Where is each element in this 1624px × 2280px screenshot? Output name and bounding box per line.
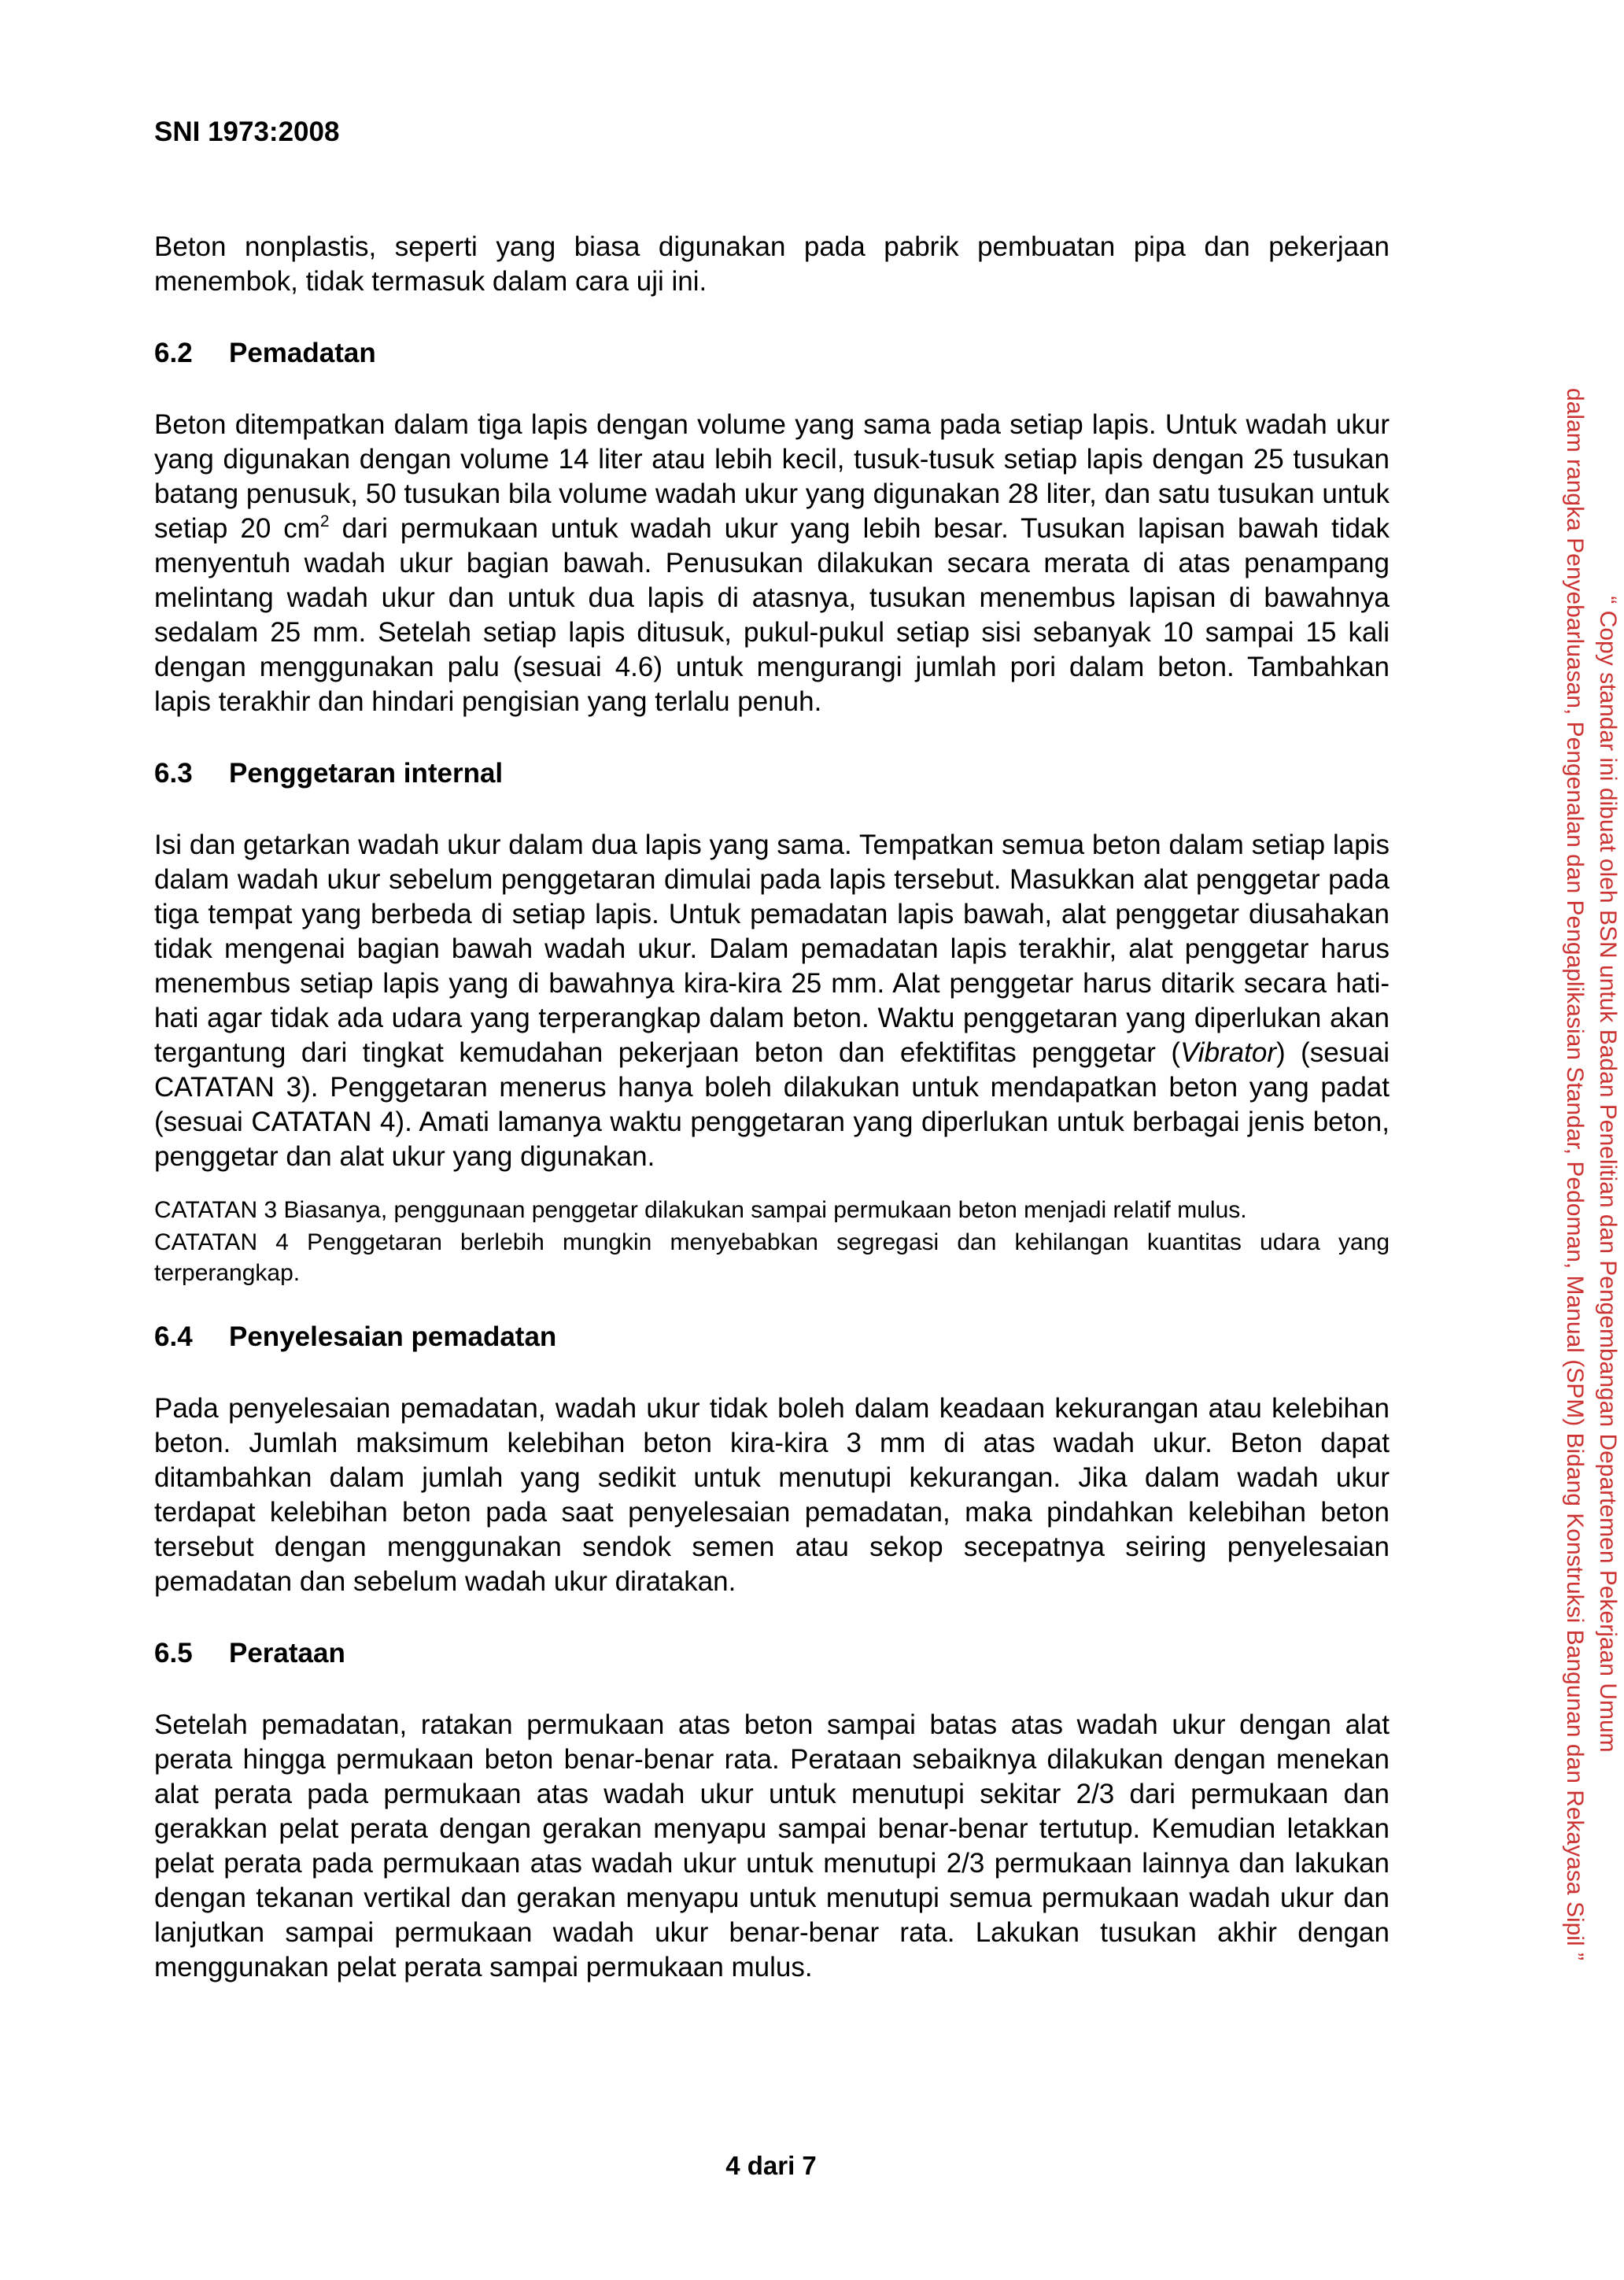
note-3: CATATAN 3 Biasanya, penggunaan penggetar dilakukan sampai permukaan beton menjadi relatif mulus.: [154, 1197, 1247, 1223]
section-title: Penyelesaian pemadatan: [229, 1321, 557, 1352]
intro-paragraph: Beton nonplastis, seperti yang biasa digunakan pada pabrik pembuatan pipa dan pekerjaan menembok, tidak termasuk dalam cara uji ini.: [154, 231, 1390, 297]
copyright-watermark: [1558, 340, 1624, 2008]
notes-block: [154, 1195, 1390, 1288]
section-heading-6-3: [154, 756, 1390, 791]
document-body: [154, 230, 1390, 1985]
watermark-line-1: “ Copy standar ini dibuat oleh BSN untuk Badan Penelitian dan Pengembangan Departemen Pekerjaan Umum: [1595, 596, 1621, 1753]
section-paragraph-6-3: [154, 828, 1390, 1174]
page-number: 4 dari 7: [725, 2151, 817, 2180]
section-paragraph-6-5: Setelah pemadatan, ratakan permukaan atas beton sampai batas atas wadah ukur dengan alat perata hingga permukaan beton benar-benar rata. Perataan sebaiknya dilakukan dengan menekan alat perata pada permukaan atas wadah ukur untuk menutupi sekitar 2/3 dari permukaan dan gerakkan pelat perata dengan gerakan menyapu sampai benar-benar tertutup. Kemudian letakkan pelat perata pada permukaan atas wadah ukur untuk menutupi 2/3 permukaan lainnya dan lakukan dengan tekanan vertikal dan gerakan menyapu untuk menutupi semua permukaan wadah ukur dan lanjutkan sampai permukaan wadah ukur benar-benar rata. Lakukan tusukan akhir dengan menggunakan pelat perata sampai permukaan mulus.: [154, 1709, 1390, 1983]
page-header: SNI 1973:2008: [154, 116, 340, 147]
section-heading-6-2: [154, 336, 1390, 371]
paragraph-text: ) (sesuai CATATAN 3). Penggetaran menerus hanya boleh dilakukan untuk mendapatkan beton yang padat (sesuai CATATAN 4). Amati lamanya waktu penggetaran yang diperlukan untuk berbagai jenis beton, penggetar dan alat ukur yang digunakan.: [154, 1037, 1390, 1172]
section-number: 6.4: [154, 1321, 193, 1352]
section-title: Penggetaran internal: [229, 758, 504, 789]
paragraph-text: Beton ditempatkan dalam tiga lapis dengan volume yang sama pada setiap lapis. Untuk wadah ukur yang digunakan dengan volume 14 liter atau lebih kecil, tusuk-tusuk setiap lapis dengan 25 tusukan batang penusuk, 50 tusukan bila volume wadah ukur yang digunakan 28 liter, dan satu tusukan untuk setiap 20 cm: [154, 409, 1390, 544]
section-heading-6-4: [154, 1320, 1390, 1354]
section-number: 6.3: [154, 758, 193, 789]
superscript: 2: [319, 512, 330, 530]
paragraph-text: Isi dan getarkan wadah ukur dalam dua lapis yang sama. Tempatkan semua beton dalam setiap lapis dalam wadah ukur sebelum penggetaran dimulai pada lapis tersebut. Masukkan alat penggetar pada tiga tempat yang berbeda di setiap lapis. Untuk pemadatan lapis bawah, alat penggetar diusahakan tidak mengenai bagian bawah wadah ukur. Dalam pemadatan lapis terakhir, alat penggetar harus menembus setiap lapis yang di bawahnya kira-kira 25 mm. Alat penggetar harus ditarik secara hati-hati agar tidak ada udara yang terperangkap dalam beton. Waktu penggetaran yang diperlukan akan tergantung dari tingkat kemudahan pekerjaan beton dan efektifitas penggetar (: [154, 830, 1390, 1068]
section-title: Pemadatan: [229, 338, 376, 368]
section-number: 6.2: [154, 338, 193, 368]
watermark-line-2: dalam rangka Penyebarluasan, Pengenalan dan Pengaplikasian Standar, Pedoman, Manual (SPM) Bidang Konstruksi Bangunan dan Rekayasa Sipil ”: [1562, 388, 1588, 1960]
section-paragraph-6-2: [154, 408, 1390, 719]
section-paragraph-6-4: Pada penyelesaian pemadatan, wadah ukur tidak boleh dalam keadaan kekurangan atau kelebihan beton. Jumlah maksimum kelebihan beton kira-kira 3 mm di atas wadah ukur. Beton dapat ditambahkan dalam jumlah yang sedikit untuk menutupi kekurangan. Jika dalam wadah ukur terdapat kelebihan beton pada saat penyelesaian pemadatan, maka pindahkan kelebihan beton tersebut dengan menggunakan sendok semen atau sekop secepatnya seiring penyelesaian pemadatan dan sebelum wadah ukur diratakan.: [154, 1393, 1390, 1597]
section-heading-6-5: [154, 1636, 1390, 1671]
section-number: 6.5: [154, 1638, 193, 1668]
paragraph-text: dari permukaan untuk wadah ukur yang lebih besar. Tusukan lapisan bawah tidak menyentuh wadah ukur bagian bawah. Penusukan dilakukan secara merata di atas penampang melintang wadah ukur dan untuk dua lapis di atasnya, tusukan menembus lapisan di bawahnya sedalam 25 mm. Setelah setiap lapis ditusuk, pukul-pukul setiap sisi sebanyak 10 sampai 15 kali dengan menggunakan palu (sesuai 4.6) untuk mengurangi jumlah pori dalam beton. Tambahkan lapis terakhir dan hindari pengisian yang terlalu penuh.: [154, 513, 1390, 717]
section-title: Perataan: [229, 1638, 345, 1668]
italic-term: Vibrator: [1180, 1037, 1276, 1068]
note-4: CATATAN 4 Penggetaran berlebih mungkin menyebabkan segregasi dan kehilangan kuantitas udara yang terperangkap.: [154, 1229, 1390, 1286]
